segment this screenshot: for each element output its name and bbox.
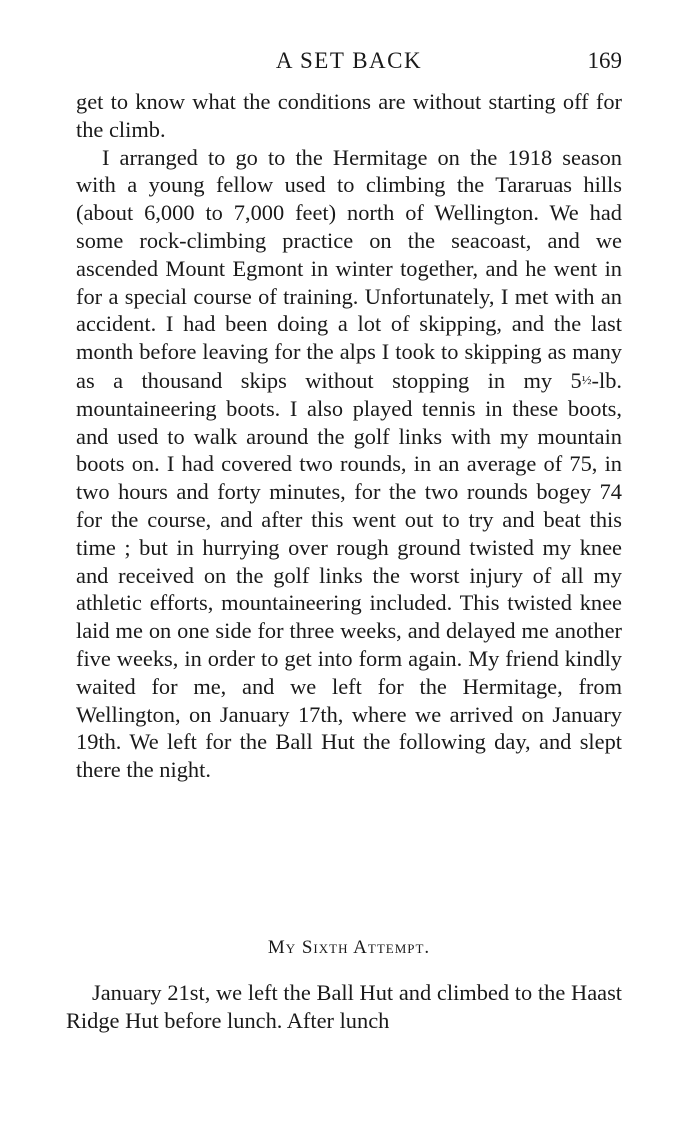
paragraph-continued: get to know what the conditions are without starting off for the climb.: [76, 89, 622, 142]
page-number: 169: [587, 48, 622, 73]
section-heading: My Sixth Attempt.: [267, 937, 431, 958]
section-body: [66, 979, 622, 1035]
running-title: A SET BACK: [275, 48, 423, 73]
fraction-half: ½: [581, 371, 592, 387]
running-head: [76, 48, 622, 78]
paragraph-main-part-b: -lb. mountaineering boots. I also played tennis in these boots, and used to walk around the golf links with my mountain boots on. I had covered two rounds, in an average of 75, in two hours and forty minutes, for the two rounds bogey 74 for the course, and after this went out to try and beat this time ; but in hurrying over rough ground twisted my knee and received on the golf links the worst injury of all my athletic efforts, mountaineering included. This twisted knee laid me on one side for three weeks, and delayed me another five weeks, in order to get into form again. My friend kindly waited for me, and we left for the Hermitage, from Wellington, on January 17th, where we arrived on January 19th. We left for the Ball Hut the following day, and slept there the night.: [76, 367, 622, 783]
paragraph-section: January 21st, we left the Ball Hut and climbed to the Haast Ridge Hut before lunch. After lunch: [66, 980, 622, 1033]
body-text: [76, 88, 622, 784]
paragraph-main-part-a: I arranged to go to the Hermitage on the 1918 season with a young fellow used to climbing the Tararuas hills (about 6,000 to 7,000 feet) north of Wellington. We had some rock-climbing practice on the seacoast, and we ascended Mount Egmont in winter together, and he went in for a special course of training. Unfortunately, I met with an accident. I had been doing a lot of skipping, and the last month before leaving for the alps I took to skipping as many as a thousand skips without stopping in my 5: [76, 144, 622, 393]
paragraph-main: [76, 144, 622, 784]
